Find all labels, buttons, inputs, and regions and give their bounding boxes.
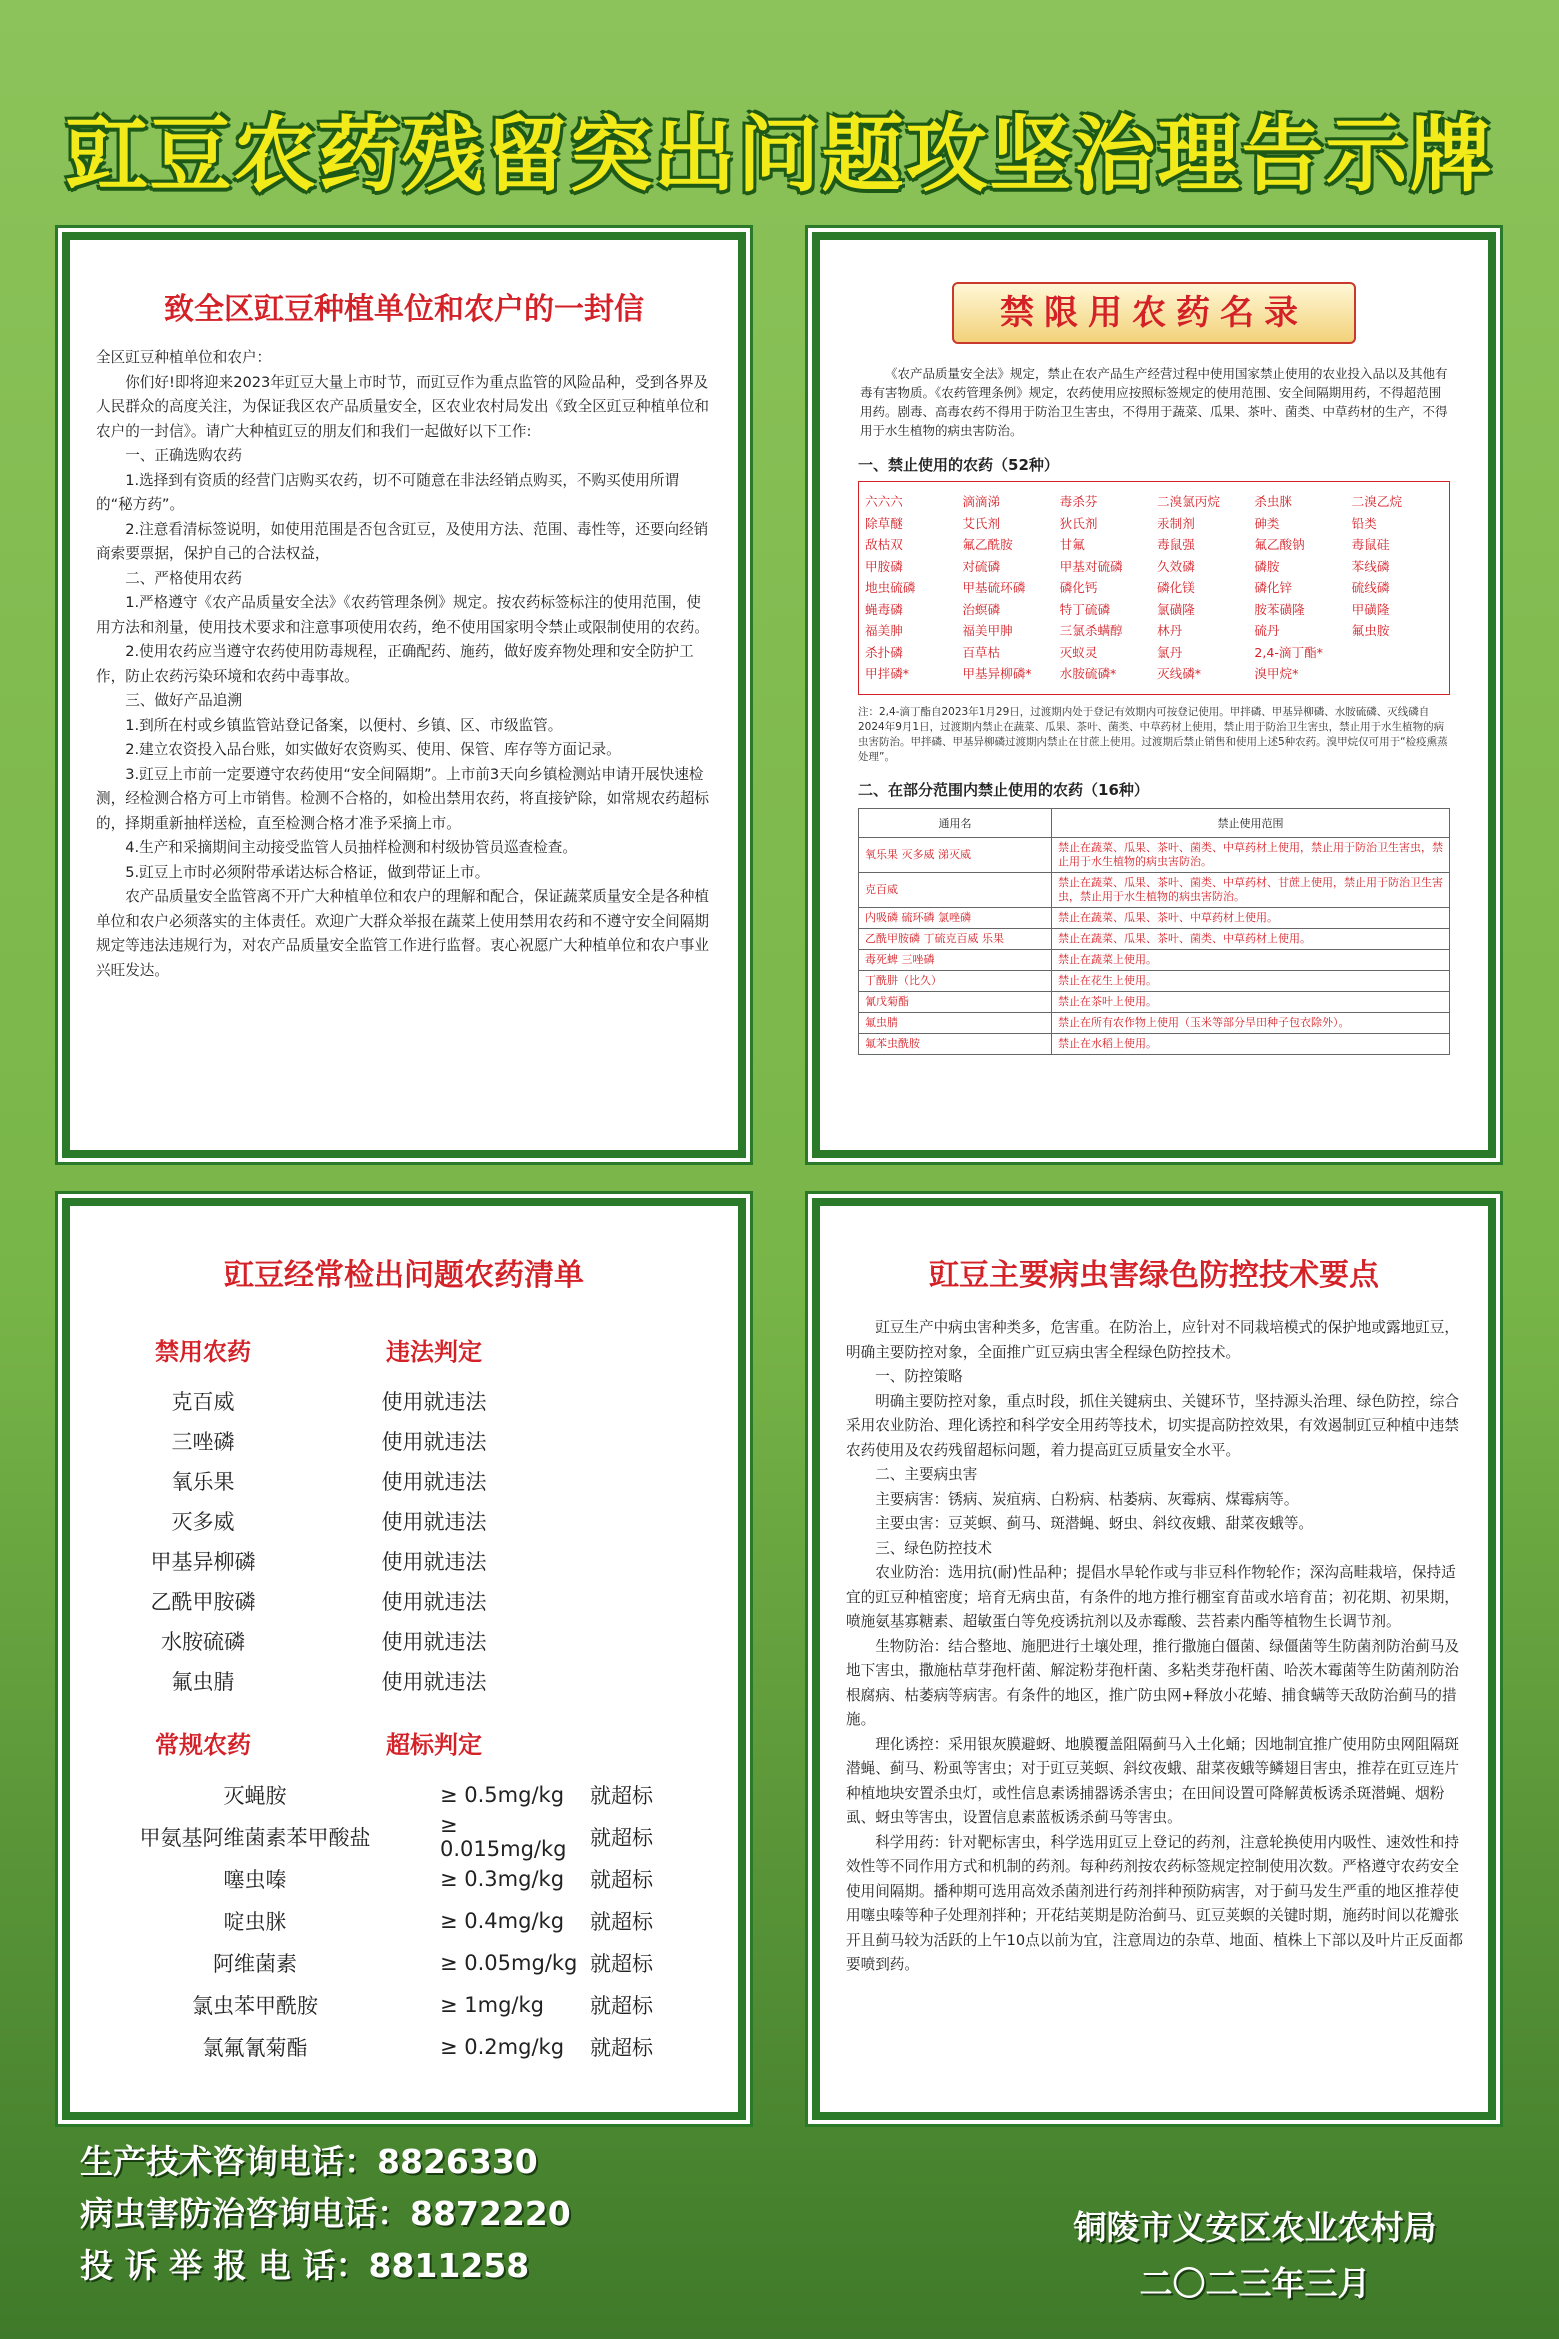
banned-pesticide-item: 杀扑磷: [865, 644, 903, 660]
letter-paragraph: 3.豇豆上市前一定要遵守农药使用“安全间隔期”。上市前3天向乡镇检测站申请开展快速检测，经检测合格方可上市销售。检测不合格的，如检出禁用农药，将直接铲除，如常规农药超标的，择期重新抽样送检，直至检测合格才准予采摘上市。: [96, 765, 709, 832]
letter-paragraph: 2.建立农资投入品台账，如实做好农资购买、使用、保管、库存等方面记录。: [125, 741, 621, 758]
hotline-number: 8811258: [368, 2246, 530, 2285]
pesticide-name: 阿维菌素: [213, 1952, 297, 1976]
list-item: [70, 1421, 738, 1461]
list-item: [70, 1858, 738, 1900]
residue-limit: ≥ 0.5mg/kg: [440, 1783, 565, 1807]
judgement: 使用就违法: [381, 1430, 487, 1454]
list-item: [70, 1621, 738, 1661]
banned-pesticide-item: 铅类: [1351, 515, 1377, 531]
tech-paragraph: 主要病害：锈病、炭疽病、白粉病、枯萎病、灰霉病、煤霉病等。: [875, 1490, 1299, 1508]
hotline-label: 投 诉 举 报 电 话：: [80, 2246, 369, 2285]
restriction-cell: 禁止在花生上使用。: [1052, 970, 1450, 991]
banned-pesticide-item: 艾氏剂: [962, 515, 1001, 531]
banned-pesticide-item: 毒杀芬: [1059, 494, 1098, 509]
banned-title: 禁限用农药名录: [952, 282, 1356, 344]
banned-pesticide-item: 氟虫胺: [1351, 623, 1390, 638]
letter-paragraph: 4.生产和采摘期间主动接受监管人员抽样检测和村级协管员巡查检查。: [125, 839, 577, 856]
banned-intro: 《农产品质量安全法》规定，禁止在农产品生产经营过程中使用国家禁止使用的农业投入品以及其他有毒有害物质。《农药管理条例》规定，农药使用应按照标签规定的使用范围、安全间隔期用药，不得超范围用药。剧毒、高毒农药不得用于防治卫生害虫，不得用于蔬菜、瓜果、茶叶、菌类、中草药材的生产，不得用于水生植物的病虫害防治。: [860, 366, 1448, 438]
pesticide-name: 啶虫脒: [223, 1910, 287, 1934]
list-item: [70, 1774, 738, 1816]
restriction-cell: 禁止在蔬菜、瓜果、茶叶、菌类、中草药材上使用。: [1052, 928, 1450, 949]
tech-paragraph: 农业防治：选用抗(耐)性品种；提倡水旱轮作或与非豆科作物轮作；深沟高畦栽培，保持适宜的豇豆种植密度；培育无病虫苗，有条件的地方推行棚室育苗或水培育苗；初花期、初果期，喷施氨基寡糖素、超敏蛋白等免疫诱抗剂以及赤霉酸、芸苔素内酯等植物生长调节剂。: [846, 1564, 1459, 1630]
banned-pesticide-grid: [858, 481, 1450, 695]
residue-limit: ≥ 0.3mg/kg: [440, 1867, 565, 1891]
normal-list: [70, 1774, 738, 2068]
restricted-table: [858, 808, 1450, 1055]
pesticide-name-cell: 氧乐果 灭多威 涕灭威: [859, 837, 1052, 872]
tech-paragraph: 主要虫害：豆荚螟、蓟马、斑潜蝇、蚜虫、斜纹夜蛾、甜菜夜蛾等。: [875, 1515, 1314, 1532]
table-row: [859, 837, 1450, 872]
banned-pesticide-item: 磷化镁: [1157, 580, 1195, 595]
table-row: [859, 991, 1450, 1012]
hotline-label: 病虫害防治咨询电话：: [80, 2194, 410, 2233]
judgement: 就超标: [590, 1784, 653, 1808]
hotline-number: 8872220: [410, 2194, 571, 2233]
list-item: [70, 1942, 738, 1984]
pesticide-name-cell: 内吸磷 硫环磷 氯唑磷: [859, 907, 1052, 928]
judgement: 就超标: [590, 1952, 653, 1976]
letter-paragraph: 2.注意看清标签说明，如使用范围是否包含豇豆，及使用方法、范围、毒性等，还要向经销商索要票据，保护自己的合法权益，: [96, 520, 709, 562]
restriction-cell: 禁止在茶叶上使用。: [1052, 991, 1450, 1012]
banned-pesticide-item: [1352, 664, 1443, 684]
pesticide-name-cell: 丁酰肼（比久）: [859, 970, 1052, 991]
banned-pesticide-item: 福美胂: [865, 623, 903, 638]
pesticide-name: 乙酰甲胺磷: [150, 1590, 256, 1614]
banned-panel: [812, 232, 1496, 1158]
letter-title: 致全区豇豆种植单位和农户的一封信: [164, 292, 644, 327]
list-item: [70, 1813, 738, 1861]
hotline-row: [80, 2240, 571, 2292]
pesticide-name-cell: 克百威: [859, 872, 1052, 907]
pesticide-name: 克百威: [171, 1390, 235, 1414]
banned-pesticide-item: 久效磷: [1157, 558, 1195, 574]
judgement: 就超标: [590, 1868, 653, 1892]
banned-section-1: 一、禁止使用的农药（52种）: [858, 456, 1059, 474]
judgement: 使用就违法: [381, 1390, 487, 1414]
letter-paragraph: 农产品质量安全监管离不开广大种植单位和农户的理解和配合，保证蔬菜质量安全是各种植单位和农户必须落实的主体责任。欢迎广大群众举报在蔬菜上使用禁用农药和不遵守安全间隔期规定等违法违规行为，对农产品质量安全监管工作进行监督。衷心祝愿广大种植单位和农户事业兴旺发达。: [96, 888, 709, 979]
banned-pesticide-item: 苯线磷: [1351, 558, 1390, 574]
letter-body: [96, 346, 712, 983]
banned-pesticide-item: 灭线磷*: [1157, 666, 1202, 681]
table-header: 通用名: [859, 808, 1052, 837]
banned-pesticide-item: 二溴乙烷: [1351, 494, 1403, 509]
judgement: 使用就违法: [381, 1630, 487, 1654]
banned-pesticide-item: 氯磺隆: [1157, 601, 1195, 617]
tech-paragraph: 科学用药：针对靶标害虫，科学选用豇豆上登记的药剂，注意轮换使用内吸性、速效性和持效性等不同作用方式和机制的药剂。每种药剂按农药标签规定控制使用次数。严格遵守农药安全使用间隔期。播种期可选用高效杀菌剂进行药剂拌种预防病害，对于蓟马发生严重的地区推荐使用噻虫嗪等种子处理剂拌种；开花结荚期是防治蓟马、豇豆荚螟的关键时期，施药时间以花瓣张开且蓟马较为活跃的上午10点以前为宜，注意周边的杂草、地面、植株上下部以及叶片正反面都要喷到药。: [846, 1833, 1463, 1973]
judgement: 使用就违法: [381, 1510, 487, 1534]
residue-limit: ≥ 0.4mg/kg: [440, 1909, 565, 1933]
pesticide-name: 灭多威: [171, 1510, 235, 1534]
table-row: [859, 872, 1450, 907]
banned-judge-header: 违法判定: [386, 1338, 482, 1366]
banned-pesticide-item: 百草枯: [962, 644, 1001, 660]
banned-pesticide-item: 三氯杀螨醇: [1059, 623, 1123, 638]
table-row: [859, 949, 1450, 970]
tech-title: 豇豆主要病虫害绿色防控技术要点: [929, 1258, 1379, 1293]
pesticide-name: 灭蝇胺: [223, 1784, 287, 1808]
issue-date: 二〇二三年三月: [1139, 2264, 1371, 2303]
problem-title: 豇豆经常检出问题农药清单: [224, 1258, 584, 1293]
tech-paragraph: 生物防治：结合整地、施肥进行土壤处理，推行撒施白僵菌、绿僵菌等生防菌剂防治蓟马及地下害虫，撒施枯草芽孢杆菌、解淀粉芽孢杆菌、多粘类芽孢杆菌、哈茨木霉菌等生防菌剂防治根腐病、枯萎病等病害。有条件的地区，推广防虫网+释放小花蝽、捕食螨等天敌防治蓟马的措施。: [846, 1637, 1459, 1728]
banned-header: 禁用农药: [155, 1338, 251, 1366]
banned-pesticide-item: 甲基硫环磷: [962, 580, 1026, 595]
residue-limit: ≥ 0.05mg/kg: [440, 1951, 578, 1975]
banned-pesticide-item: 甲基对硫磷: [1059, 558, 1123, 574]
hotline-row: [80, 2136, 571, 2188]
hotline-number: 8826330: [377, 2142, 538, 2181]
pesticide-name-cell: 乙酰甲胺磷 丁硫克百威 乐果: [859, 928, 1052, 949]
table-row: [859, 1033, 1450, 1054]
letter-paragraph: 你们好!即将迎来2023年豇豆大量上市时节，而豇豆作为重点监管的风险品种，受到各界及人民群众的高度关注，为保证我区农产品质量安全，区农业农村局发出《致全区豇豆种植单位和农户的一封信》。请广大种植豇豆的朋友们和我们一起做好以下工作:: [96, 373, 709, 440]
banned-pesticide-item: 狄氏剂: [1059, 515, 1098, 531]
restriction-cell: 禁止在蔬菜上使用。: [1052, 949, 1450, 970]
banned-pesticide-item: 汞制剂: [1157, 515, 1195, 531]
banned-list: [70, 1381, 738, 1701]
banned-pesticide-item: 胺苯磺隆: [1254, 601, 1305, 617]
pesticide-name-cell: 氰戊菊酯: [859, 991, 1052, 1012]
banned-pesticide-item: 治螟磷: [962, 601, 1001, 617]
banned-pesticide-item: 毒鼠硅: [1351, 537, 1390, 552]
table-row: [859, 907, 1450, 928]
letter-paragraph: 1.严格遵守《农产品质量安全法》《农药管理条例》规定。按农药标签标注的使用范围，使用方法和剂量，使用技术要求和注意事项使用农药，绝不使用国家明令禁止或限制使用的农药。: [96, 594, 709, 636]
pesticide-name: 噻虫嗪: [223, 1868, 287, 1892]
pesticide-name: 甲氨基阿维菌素苯甲酸盐: [139, 1826, 371, 1850]
banned-pesticide-item: 甲磺隆: [1351, 601, 1390, 617]
banned-pesticide-item: 硫丹: [1254, 623, 1280, 638]
letter-paragraph: 2.使用农药应当遵守农药使用防毒规程，正确配药、施药，做好废弃物处理和安全防护工作，防止农药污染环境和农药中毒事故。: [96, 643, 694, 685]
banned-pesticide-item: 甘氟: [1059, 537, 1085, 552]
pesticide-name: 氟虫腈: [171, 1670, 235, 1694]
normal-header: 常规农药: [155, 1731, 251, 1759]
tech-panel: [812, 1198, 1496, 2120]
list-item: [70, 1501, 738, 1541]
issuer: [1020, 2200, 1490, 2312]
list-item: [70, 1900, 738, 1942]
residue-limit: ≥ 0.2mg/kg: [440, 2035, 565, 2059]
tech-paragraph: 三、绿色防控技术: [875, 1539, 992, 1557]
letter-paragraph: 二、严格使用农药: [125, 569, 242, 587]
banned-pesticide-item: 氟乙酸钠: [1254, 537, 1305, 552]
banned-pesticide-item: 杀虫脒: [1254, 494, 1293, 509]
letter-panel: [62, 232, 746, 1158]
banned-pesticide-item: 氟乙酰胺: [962, 537, 1013, 552]
banned-pesticide-item: 地虫硫磷: [865, 580, 916, 595]
table-row: [859, 1012, 1450, 1033]
hotline-row: [80, 2188, 571, 2240]
pesticide-name: 氧乐果: [171, 1470, 235, 1494]
restriction-cell: 禁止在蔬菜、瓜果、茶叶、菌类、中草药材、甘蔗上使用，禁止用于防治卫生害虫，禁止用于水生植物的病虫害防治。: [1052, 872, 1450, 907]
letter-paragraph: 三、做好产品追溯: [125, 692, 242, 709]
letter-paragraph: 5.豇豆上市时必须附带承诺达标合格证，做到带证上市。: [125, 863, 490, 881]
banned-pesticide-item: 2,4-滴丁酯*: [1254, 644, 1323, 660]
pesticide-name: 三唑磷: [171, 1430, 235, 1454]
banned-pesticide-item: 甲拌磷*: [865, 666, 910, 681]
tech-paragraph: 豇豆生产中病虫害种类多，危害重。在防治上，应针对不同栽培模式的保护地或露地豇豆，明确主要防控对象，全面推广豇豆病虫害全程绿色防控技术。: [846, 1319, 1459, 1361]
banned-pesticide-item: [1352, 643, 1443, 663]
list-item: [70, 2026, 738, 2068]
table-row: [859, 928, 1450, 949]
tech-paragraph: 二、主要病虫害: [875, 1466, 978, 1483]
letter-salutation: 全区豇豆种植单位和农户：: [96, 349, 272, 366]
pesticide-name: 氯虫苯甲酰胺: [192, 1994, 318, 2018]
pesticide-name: 甲基异柳磷: [150, 1550, 256, 1574]
pesticide-name: 氯氟氰菊酯: [202, 2036, 308, 2060]
judgement: 就超标: [590, 1994, 653, 2018]
judgement: 就超标: [590, 1826, 653, 1850]
list-item: [70, 1581, 738, 1621]
letter-paragraph: 一、正确选购农药: [125, 447, 242, 464]
letter-paragraph: 1.到所在村或乡镇监管站登记备案，以便村、乡镇、区、市级监管。: [125, 716, 563, 734]
banned-pesticide-item: 硫线磷: [1351, 580, 1390, 595]
normal-judge-header: 超标判定: [386, 1731, 482, 1759]
problem-panel: [62, 1198, 746, 2120]
banned-pesticide-item: 滴滴涕: [962, 494, 1001, 509]
list-item: [70, 1661, 738, 1701]
pesticide-name-cell: 氟苯虫酰胺: [859, 1033, 1052, 1054]
restriction-cell: 禁止在水稻上使用。: [1052, 1033, 1450, 1054]
tech-body: [846, 1316, 1464, 1978]
banned-note: 注：2,4-滴丁酯自2023年1月29日，过渡期内处于登记有效期内可按登记使用。甲拌磷、甲基异柳磷、水胺硫磷、灭线磷自2024年9月1日，过渡期内禁止在蔬菜、瓜果、茶叶、菌类、中草药材上使用，禁止用于防治卫生害虫，禁止用于水生植物的病虫害防治。甲拌磷、甲基异柳磷过渡期内禁止在甘蔗上使用。过渡期后禁止销售和使用上述5种农药。溴甲烷仅可用于“检疫熏蒸处理”。: [858, 705, 1448, 763]
banned-pesticide-item: 砷类: [1254, 515, 1280, 531]
table-header: 禁止使用范围: [1052, 808, 1450, 837]
banned-pesticide-item: 溴甲烷*: [1254, 666, 1299, 681]
banned-pesticide-item: 二溴氯丙烷: [1157, 494, 1220, 509]
tech-paragraph: 理化诱控：采用银灰膜避蚜、地膜覆盖阻隔蓟马入土化蛹；因地制宜推广使用防虫网阻隔斑潜蝇、蓟马、粉虱等害虫；对于豇豆荚螟、斜纹夜蛾、甜菜夜蛾等鳞翅目害虫，推荐在豇豆连片种植地块安置杀虫灯，或性信息素诱捕器诱杀害虫；在田间设置可降解黄板诱杀斑潜蝇、烟粉虱、蚜虫等害虫，设置信息素蓝板诱杀蓟马等害虫。: [846, 1735, 1459, 1826]
restriction-cell: 禁止在蔬菜、瓜果、茶叶、菌类、中草药材上使用，禁止用于防治卫生害虫，禁止用于水生植物的病虫害防治。: [1052, 837, 1450, 872]
issuer-org: 铜陵市义安区农业农村局: [1073, 2208, 1437, 2247]
letter-paragraph: 1.选择到有资质的经营门店购买农药，切不可随意在非法经销点购买，不购买使用所谓的“秘方药”。: [96, 471, 680, 513]
pesticide-name-cell: 毒死蜱 三唑磷: [859, 949, 1052, 970]
judgement: 使用就违法: [381, 1590, 487, 1614]
list-item: [70, 1984, 738, 2026]
pesticide-name-cell: 氟虫腈: [859, 1012, 1052, 1033]
tech-paragraph: 一、防控策略: [875, 1368, 963, 1385]
banned-pesticide-item: 甲胺磷: [865, 558, 903, 574]
judgement: 使用就违法: [381, 1470, 487, 1494]
banned-pesticide-item: 对硫磷: [962, 558, 1001, 574]
judgement: 使用就违法: [381, 1670, 487, 1694]
poster-title: 豇豆农药残留突出问题攻坚治理告示牌: [65, 108, 1494, 203]
banned-pesticide-item: 特丁硫磷: [1059, 601, 1111, 617]
banned-pesticide-item: 甲基异柳磷*: [962, 666, 1032, 681]
tech-paragraph: 明确主要防控对象，重点时段，抓住关键病虫、关键环节，坚持源头治理、绿色防控，综合采用农业防治、理化诱控和科学安全用药等技术，切实提高防控效果，有效遏制豇豆种植中违禁农药使用及农药残留超标问题，着力提高豇豆质量安全水平。: [846, 1392, 1459, 1459]
banned-pesticide-item: 六六六: [865, 494, 903, 509]
banned-pesticide-item: 水胺硫磷*: [1059, 666, 1117, 681]
banned-pesticide-item: 灭蚁灵: [1059, 644, 1098, 660]
banned-pesticide-item: 福美甲胂: [962, 623, 1013, 638]
table-row: [859, 970, 1450, 991]
restriction-cell: 禁止在所有农作物上使用（玉米等部分旱田种子包衣除外）。: [1052, 1012, 1450, 1033]
list-item: [70, 1541, 738, 1581]
banned-section-2: 二、在部分范围内禁止使用的农药（16种）: [858, 780, 1149, 799]
restriction-cell: 禁止在蔬菜、瓜果、茶叶、中草药材上使用。: [1052, 907, 1450, 928]
pesticide-name: 水胺硫磷: [161, 1630, 245, 1654]
banned-pesticide-item: 氯丹: [1157, 644, 1183, 660]
judgement: 使用就违法: [381, 1550, 487, 1574]
banned-pesticide-item: 蝇毒磷: [865, 601, 903, 617]
banned-pesticide-item: 磷化钙: [1059, 580, 1098, 595]
banned-pesticide-item: 林丹: [1157, 623, 1183, 638]
list-item: [70, 1461, 738, 1501]
banned-pesticide-item: 磷化锌: [1254, 580, 1293, 595]
banned-pesticide-item: 除草醚: [865, 515, 903, 531]
list-item: [70, 1381, 738, 1421]
banned-pesticide-item: 敌枯双: [865, 537, 903, 552]
residue-limit: ≥ 0.015mg/kg: [440, 1813, 567, 1861]
hotlines: [80, 2136, 571, 2292]
residue-limit: ≥ 1mg/kg: [440, 1993, 544, 2017]
banned-pesticide-item: 磷胺: [1254, 558, 1280, 574]
hotline-label: 生产技术咨询电话：: [80, 2142, 377, 2181]
judgement: 就超标: [590, 2036, 653, 2060]
judgement: 就超标: [590, 1910, 653, 1934]
banned-pesticide-item: 毒鼠强: [1157, 537, 1195, 552]
